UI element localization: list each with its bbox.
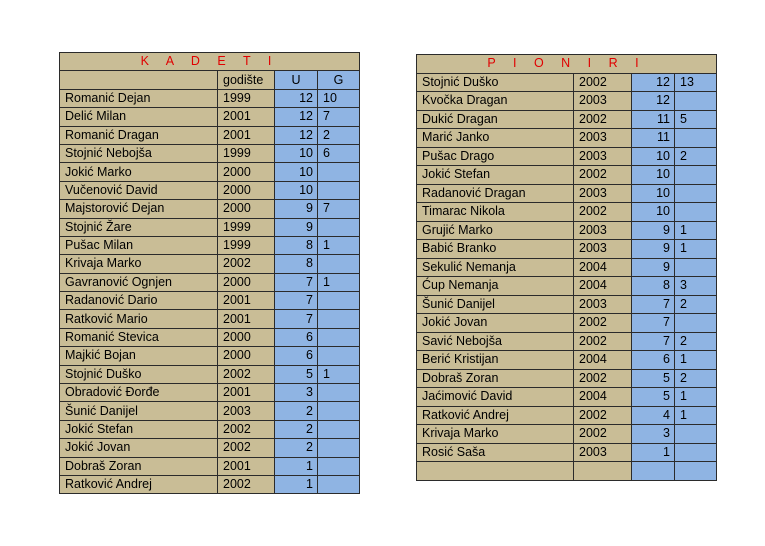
cell-u: 5: [632, 369, 675, 388]
cell-name: Pušac Milan: [60, 236, 218, 254]
cell-name: Radanović Dario: [60, 292, 218, 310]
cell-u: 10: [275, 181, 318, 199]
cell-year: 2002: [218, 475, 275, 493]
cell-u: 9: [632, 240, 675, 259]
cell-name: Dukić Dragan: [417, 110, 574, 129]
cell-year: 2003: [574, 221, 632, 240]
cell-g: [318, 255, 360, 273]
kadeti-header-year: godište: [218, 71, 275, 89]
kadeti-table: [59, 52, 360, 494]
cell-u: 6: [275, 347, 318, 365]
cell-name: Gavranović Ognjen: [60, 273, 218, 291]
cell-name: Delić Milan: [60, 108, 218, 126]
cell-year: 2003: [574, 240, 632, 259]
cell-year: 2002: [574, 332, 632, 351]
cell-u: 12: [275, 89, 318, 107]
cell-g: [318, 402, 360, 420]
cell-u: 10: [632, 203, 675, 222]
table-row: [417, 240, 717, 259]
cell-g: 2: [318, 126, 360, 144]
table-row: [417, 443, 717, 462]
cell-u: 5: [275, 365, 318, 383]
cell-g: [318, 384, 360, 402]
cell-year: 2002: [218, 420, 275, 438]
cell-u: 12: [632, 73, 675, 92]
cell-u: 1: [275, 457, 318, 475]
cell-year: 1999: [218, 144, 275, 162]
table-row: [60, 200, 360, 218]
cell-g: 1: [675, 240, 717, 259]
cell-year: 2004: [574, 277, 632, 296]
cell-name: Šunić Danijel: [417, 295, 574, 314]
cell-name: Jaćimović David: [417, 388, 574, 407]
cell-g: 1: [675, 221, 717, 240]
table-row: [60, 292, 360, 310]
cell-year: 2000: [218, 328, 275, 346]
cell-u: 2: [275, 402, 318, 420]
cell-g: 1: [318, 365, 360, 383]
cell-u: 10: [632, 184, 675, 203]
cell-year: 2001: [218, 310, 275, 328]
table-row: [417, 221, 717, 240]
cell-name: Berić Kristijan: [417, 351, 574, 370]
cell-name: Savić Nebojša: [417, 332, 574, 351]
cell-name: Pušac Drago: [417, 147, 574, 166]
table-row: [417, 351, 717, 370]
cell-year: 2001: [218, 384, 275, 402]
cell-u: 12: [632, 92, 675, 111]
table-row: [60, 236, 360, 254]
table-row: [417, 258, 717, 277]
cell-u: 12: [275, 108, 318, 126]
cell-u: 8: [632, 277, 675, 296]
cell-year: 2002: [574, 369, 632, 388]
cell-g: [318, 181, 360, 199]
table-row: [417, 147, 717, 166]
cell-g: 1: [318, 236, 360, 254]
cell-u: 10: [275, 144, 318, 162]
pioniri-title: P I O N I R I: [417, 55, 717, 74]
cell-g: [318, 328, 360, 346]
cell-name: Radanović Dragan: [417, 184, 574, 203]
cell-empty: [675, 462, 717, 481]
cell-u: 4: [632, 406, 675, 425]
cell-g: [318, 347, 360, 365]
cell-name: Romanić Dragan: [60, 126, 218, 144]
cell-g: 10: [318, 89, 360, 107]
cell-name: Stojnić Duško: [60, 365, 218, 383]
cell-g: [675, 184, 717, 203]
cell-g: [318, 420, 360, 438]
cell-g: [675, 314, 717, 333]
table-row: [60, 126, 360, 144]
cell-year: 2001: [218, 457, 275, 475]
cell-year: 2003: [218, 402, 275, 420]
cell-year: 2002: [218, 439, 275, 457]
cell-u: 3: [275, 384, 318, 402]
cell-year: 2002: [574, 73, 632, 92]
cell-name: Ratković Mario: [60, 310, 218, 328]
cell-u: 2: [275, 439, 318, 457]
cell-g: 7: [318, 108, 360, 126]
table-row: [417, 92, 717, 111]
cell-g: 5: [675, 110, 717, 129]
cell-u: 10: [632, 147, 675, 166]
cell-g: 2: [675, 332, 717, 351]
table-row: [417, 295, 717, 314]
cell-g: [675, 203, 717, 222]
kadeti-header-name: [60, 71, 218, 89]
table-row-empty: [417, 462, 717, 481]
kadeti-header-u: U: [275, 71, 318, 89]
table-row: [60, 365, 360, 383]
cell-g: 2: [675, 295, 717, 314]
cell-year: 1999: [218, 218, 275, 236]
cell-year: 2001: [218, 108, 275, 126]
cell-g: [675, 425, 717, 444]
cell-name: Majkić Bojan: [60, 347, 218, 365]
cell-g: [318, 163, 360, 181]
table-row: [60, 255, 360, 273]
cell-name: Krivaja Marko: [60, 255, 218, 273]
cell-g: 1: [675, 388, 717, 407]
cell-u: 9: [275, 218, 318, 236]
table-row: [60, 328, 360, 346]
cell-u: 7: [275, 273, 318, 291]
cell-name: Jokić Jovan: [417, 314, 574, 333]
cell-name: Ratković Andrej: [417, 406, 574, 425]
table-row: [60, 218, 360, 236]
cell-g: [318, 475, 360, 493]
table-row: [60, 310, 360, 328]
cell-year: 2000: [218, 273, 275, 291]
cell-g: 1: [675, 406, 717, 425]
cell-g: [318, 439, 360, 457]
cell-year: 2002: [574, 314, 632, 333]
cell-u: 8: [275, 255, 318, 273]
table-row: [417, 277, 717, 296]
cell-name: Rosić Saša: [417, 443, 574, 462]
table-row: [60, 89, 360, 107]
table-row: [417, 129, 717, 148]
cell-name: Dobraš Zoran: [417, 369, 574, 388]
cell-name: Jokić Stefan: [417, 166, 574, 185]
kadeti-header-g: G: [318, 71, 360, 89]
table-row: [417, 369, 717, 388]
cell-name: Romanić Dejan: [60, 89, 218, 107]
cell-g: [318, 457, 360, 475]
kadeti-title: K A D E T I: [60, 53, 360, 71]
cell-name: Grujić Marko: [417, 221, 574, 240]
cell-u: 9: [632, 258, 675, 277]
cell-u: 12: [275, 126, 318, 144]
cell-name: Stojnić Žare: [60, 218, 218, 236]
cell-year: 2003: [574, 184, 632, 203]
cell-g: 3: [675, 277, 717, 296]
cell-u: 8: [275, 236, 318, 254]
cell-year: 2002: [218, 255, 275, 273]
cell-g: [675, 92, 717, 111]
cell-u: 10: [632, 166, 675, 185]
table-row: [417, 406, 717, 425]
cell-u: 6: [275, 328, 318, 346]
cell-name: Babić Branko: [417, 240, 574, 259]
cell-name: Jokić Stefan: [60, 420, 218, 438]
table-row: [60, 347, 360, 365]
table-row: [60, 273, 360, 291]
cell-u: 1: [275, 475, 318, 493]
cell-year: 2004: [574, 351, 632, 370]
cell-g: 1: [675, 351, 717, 370]
cell-year: 2002: [574, 110, 632, 129]
cell-year: 1999: [218, 89, 275, 107]
table-row: [417, 314, 717, 333]
cell-g: [675, 129, 717, 148]
cell-year: 2002: [574, 425, 632, 444]
cell-empty: [632, 462, 675, 481]
cell-g: [675, 443, 717, 462]
table-row: [417, 388, 717, 407]
cell-year: 2001: [218, 126, 275, 144]
cell-year: 2000: [218, 181, 275, 199]
cell-u: 1: [632, 443, 675, 462]
cell-u: 9: [632, 221, 675, 240]
cell-u: 7: [632, 295, 675, 314]
cell-year: 1999: [218, 236, 275, 254]
cell-name: Šunić Danijel: [60, 402, 218, 420]
cell-year: 2000: [218, 163, 275, 181]
cell-empty: [417, 462, 574, 481]
cell-g: 6: [318, 144, 360, 162]
cell-name: Vučenović David: [60, 181, 218, 199]
cell-u: 9: [275, 200, 318, 218]
table-row: [60, 384, 360, 402]
cell-u: 6: [632, 351, 675, 370]
cell-u: 7: [632, 332, 675, 351]
cell-year: 2003: [574, 129, 632, 148]
cell-year: 2002: [574, 406, 632, 425]
cell-g: 1: [318, 273, 360, 291]
cell-u: 7: [275, 310, 318, 328]
table-row: [60, 402, 360, 420]
cell-name: Sekulić Nemanja: [417, 258, 574, 277]
cell-year: 2002: [218, 365, 275, 383]
cell-year: 2002: [574, 203, 632, 222]
cell-name: Krivaja Marko: [417, 425, 574, 444]
cell-year: 2002: [574, 166, 632, 185]
table-row: [60, 144, 360, 162]
table-row: [60, 181, 360, 199]
table-row: [417, 203, 717, 222]
cell-year: 2001: [218, 292, 275, 310]
cell-year: 2003: [574, 295, 632, 314]
cell-name: Majstorović Dejan: [60, 200, 218, 218]
cell-year: 2004: [574, 258, 632, 277]
cell-year: 2000: [218, 347, 275, 365]
cell-u: 11: [632, 129, 675, 148]
cell-u: 11: [632, 110, 675, 129]
cell-name: Obradović Đorđe: [60, 384, 218, 402]
pioniri-table: [416, 54, 717, 481]
cell-u: 10: [275, 163, 318, 181]
cell-g: 2: [675, 147, 717, 166]
table-row: [417, 110, 717, 129]
table-row: [417, 166, 717, 185]
cell-g: [675, 258, 717, 277]
cell-g: [318, 218, 360, 236]
cell-name: Romanić Stevica: [60, 328, 218, 346]
table-row: [60, 475, 360, 493]
cell-name: Jokić Marko: [60, 163, 218, 181]
cell-name: Jokić Jovan: [60, 439, 218, 457]
table-row: [60, 439, 360, 457]
cell-g: [318, 292, 360, 310]
cell-u: 5: [632, 388, 675, 407]
cell-name: Timarac Nikola: [417, 203, 574, 222]
cell-year: 2000: [218, 200, 275, 218]
cell-g: [675, 166, 717, 185]
cell-name: Ćup Nemanja: [417, 277, 574, 296]
cell-name: Kvočka Dragan: [417, 92, 574, 111]
table-row: [60, 163, 360, 181]
cell-empty: [574, 462, 632, 481]
cell-name: Ratković Andrej: [60, 475, 218, 493]
cell-g: [318, 310, 360, 328]
cell-name: Marić Janko: [417, 129, 574, 148]
cell-g: 7: [318, 200, 360, 218]
table-row: [417, 184, 717, 203]
table-row: [60, 108, 360, 126]
table-row: [60, 420, 360, 438]
cell-u: 7: [632, 314, 675, 333]
cell-year: 2003: [574, 147, 632, 166]
cell-year: 2003: [574, 443, 632, 462]
cell-u: 3: [632, 425, 675, 444]
cell-g: 2: [675, 369, 717, 388]
cell-g: 13: [675, 73, 717, 92]
cell-u: 2: [275, 420, 318, 438]
table-row: [60, 457, 360, 475]
table-row: [417, 332, 717, 351]
cell-u: 7: [275, 292, 318, 310]
table-row: [417, 425, 717, 444]
cell-year: 2003: [574, 92, 632, 111]
cell-name: Stojnić Nebojša: [60, 144, 218, 162]
cell-year: 2004: [574, 388, 632, 407]
cell-name: Dobraš Zoran: [60, 457, 218, 475]
table-row: [417, 73, 717, 92]
cell-name: Stojnić Duško: [417, 73, 574, 92]
